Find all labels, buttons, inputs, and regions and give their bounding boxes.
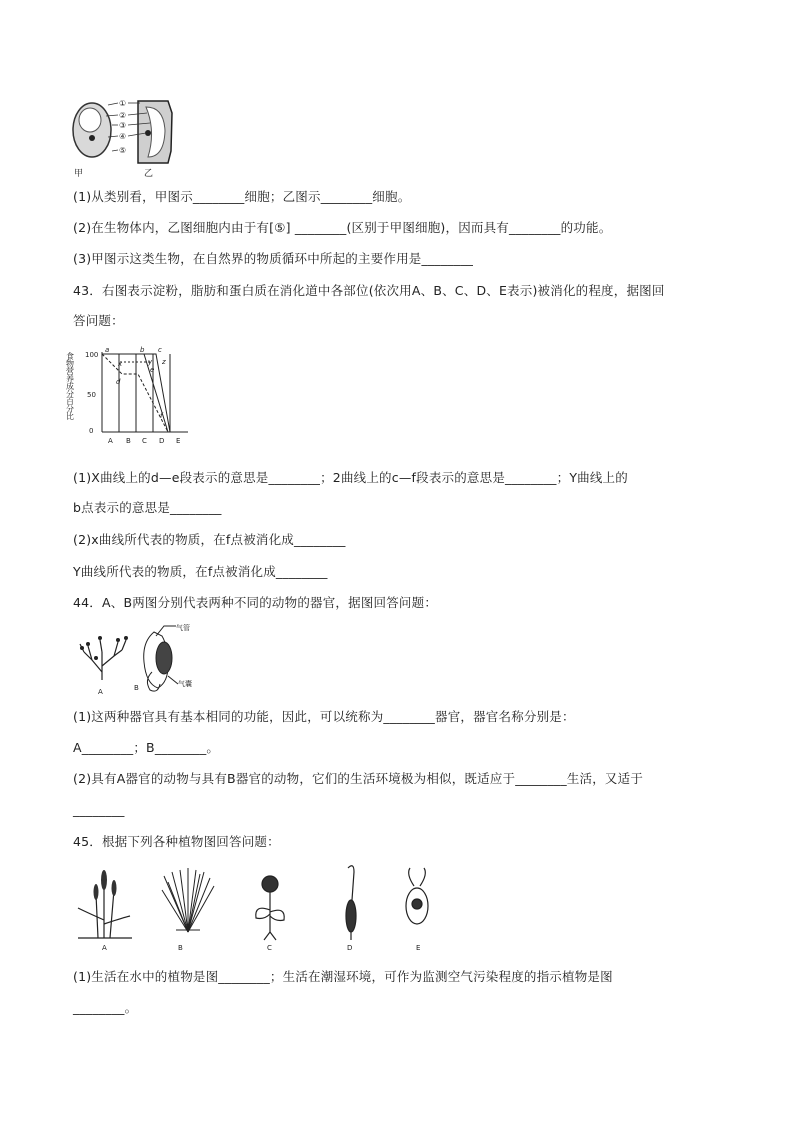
xtick-c: C xyxy=(142,437,147,445)
ytick-100: 100 xyxy=(85,351,99,359)
xtick-a: A xyxy=(108,437,113,445)
point-b: b xyxy=(140,346,145,354)
ytick-50: 50 xyxy=(87,391,96,399)
organ-caption-a: A xyxy=(98,688,103,696)
xtick-d: D xyxy=(159,437,165,445)
q43-part2-line1: (2)x曲线所代表的物质，在f点被消化成________ xyxy=(73,532,346,547)
gill-drawing xyxy=(80,640,126,680)
cell-label-3: ③ xyxy=(119,121,127,130)
q43-part2-line2: Y曲线所代表的物质，在f点被消化成________ xyxy=(73,564,328,579)
cell-label-2: ② xyxy=(119,111,127,120)
point-x: x xyxy=(118,360,123,368)
plant-b-drawing xyxy=(162,868,214,932)
plant-caption-d: D xyxy=(347,944,353,952)
cell-label-4: ④ xyxy=(119,132,127,141)
plant-c-drawing xyxy=(256,876,284,940)
q42-part1: (1)从类别看，甲图示________细胞；乙图示________细胞。 xyxy=(73,189,411,204)
q44-part2-line2: ________ xyxy=(73,802,125,817)
cell-label-5: ⑤ xyxy=(119,146,127,155)
q43-part1-line1: (1)X曲线上的d—e段表示的意思是________；2曲线上的c—f段表示的意思是________；Y曲线上的 xyxy=(73,470,628,485)
q44-stem: 44．A、B两图分别代表两种不同的动物的器官，据图回答问题： xyxy=(73,595,438,610)
plant-caption-a: A xyxy=(102,944,107,952)
plant-e-drawing xyxy=(406,868,428,924)
organ-caption-b: B xyxy=(134,684,139,692)
q43-stem-line1: 43．右图表示淀粉，脂肪和蛋白质在消化道中各部位(依次用A、B、C、D、E表示)被消化的程度，据图回 xyxy=(73,283,665,298)
label-airsac: 气囊 xyxy=(178,680,192,688)
caption-jia: 甲 xyxy=(74,169,84,179)
q44-part1-line2: A________；B________。 xyxy=(73,740,220,755)
q44-part2-line1: (2)具有A器官的动物与具有B器官的动物，它们的生活环境极为相似，既适应于________生活，又适于 xyxy=(73,771,644,786)
point-d: d xyxy=(116,378,121,386)
xtick-b: B xyxy=(126,437,131,445)
caption-yi: 乙 xyxy=(144,169,154,179)
cell-figure xyxy=(68,93,180,179)
digestion-chart xyxy=(65,340,195,448)
q45-part1-line1: (1)生活在水中的植物是图________；生活在潮湿环境，可作为监测空气污染程度的指示植物是图 xyxy=(73,969,613,984)
label-trachea: 气管 xyxy=(176,624,190,632)
xtick-e: E xyxy=(176,437,181,445)
lung-airsac-drawing xyxy=(144,626,178,691)
point-f: f xyxy=(160,412,163,420)
point-z: z xyxy=(162,358,166,366)
point-a: a xyxy=(105,346,110,354)
q43-stem-line2: 答问题： xyxy=(73,313,124,328)
point-c: c xyxy=(158,346,162,354)
plant-a-drawing xyxy=(78,882,132,938)
q45-stem: 45．根据下列各种植物图回答问题： xyxy=(73,834,280,849)
plant-caption-b: B xyxy=(178,944,183,952)
point-y: y xyxy=(148,358,153,366)
organ-figure xyxy=(72,622,202,697)
q44-part1-line1: (1)这两种器官具有基本相同的功能，因此，可以统称为________器官，器官名称分别是： xyxy=(73,709,575,724)
chart-ylabel: 食物营养成分百分比 xyxy=(65,352,75,420)
q42-part3: (3)甲图示这类生物，在自然界的物质循环中所起的主要作用是________ xyxy=(73,251,474,266)
plants-figure xyxy=(70,860,450,952)
q45-part1-line2: ________。 xyxy=(73,1000,138,1015)
q43-part1-line2: b点表示的意思是________ xyxy=(73,500,222,515)
plant-caption-e: E xyxy=(416,944,421,952)
cell-label-1: ① xyxy=(119,99,127,108)
plant-d-drawing xyxy=(346,866,356,940)
ytick-0: 0 xyxy=(89,427,94,435)
q42-part2: (2)在生物体内，乙图细胞内由于有[⑤] ________(区别于甲图细胞)，因而具有________的功能。 xyxy=(73,220,612,235)
point-e: e xyxy=(150,366,155,374)
plant-caption-c: C xyxy=(267,944,272,952)
